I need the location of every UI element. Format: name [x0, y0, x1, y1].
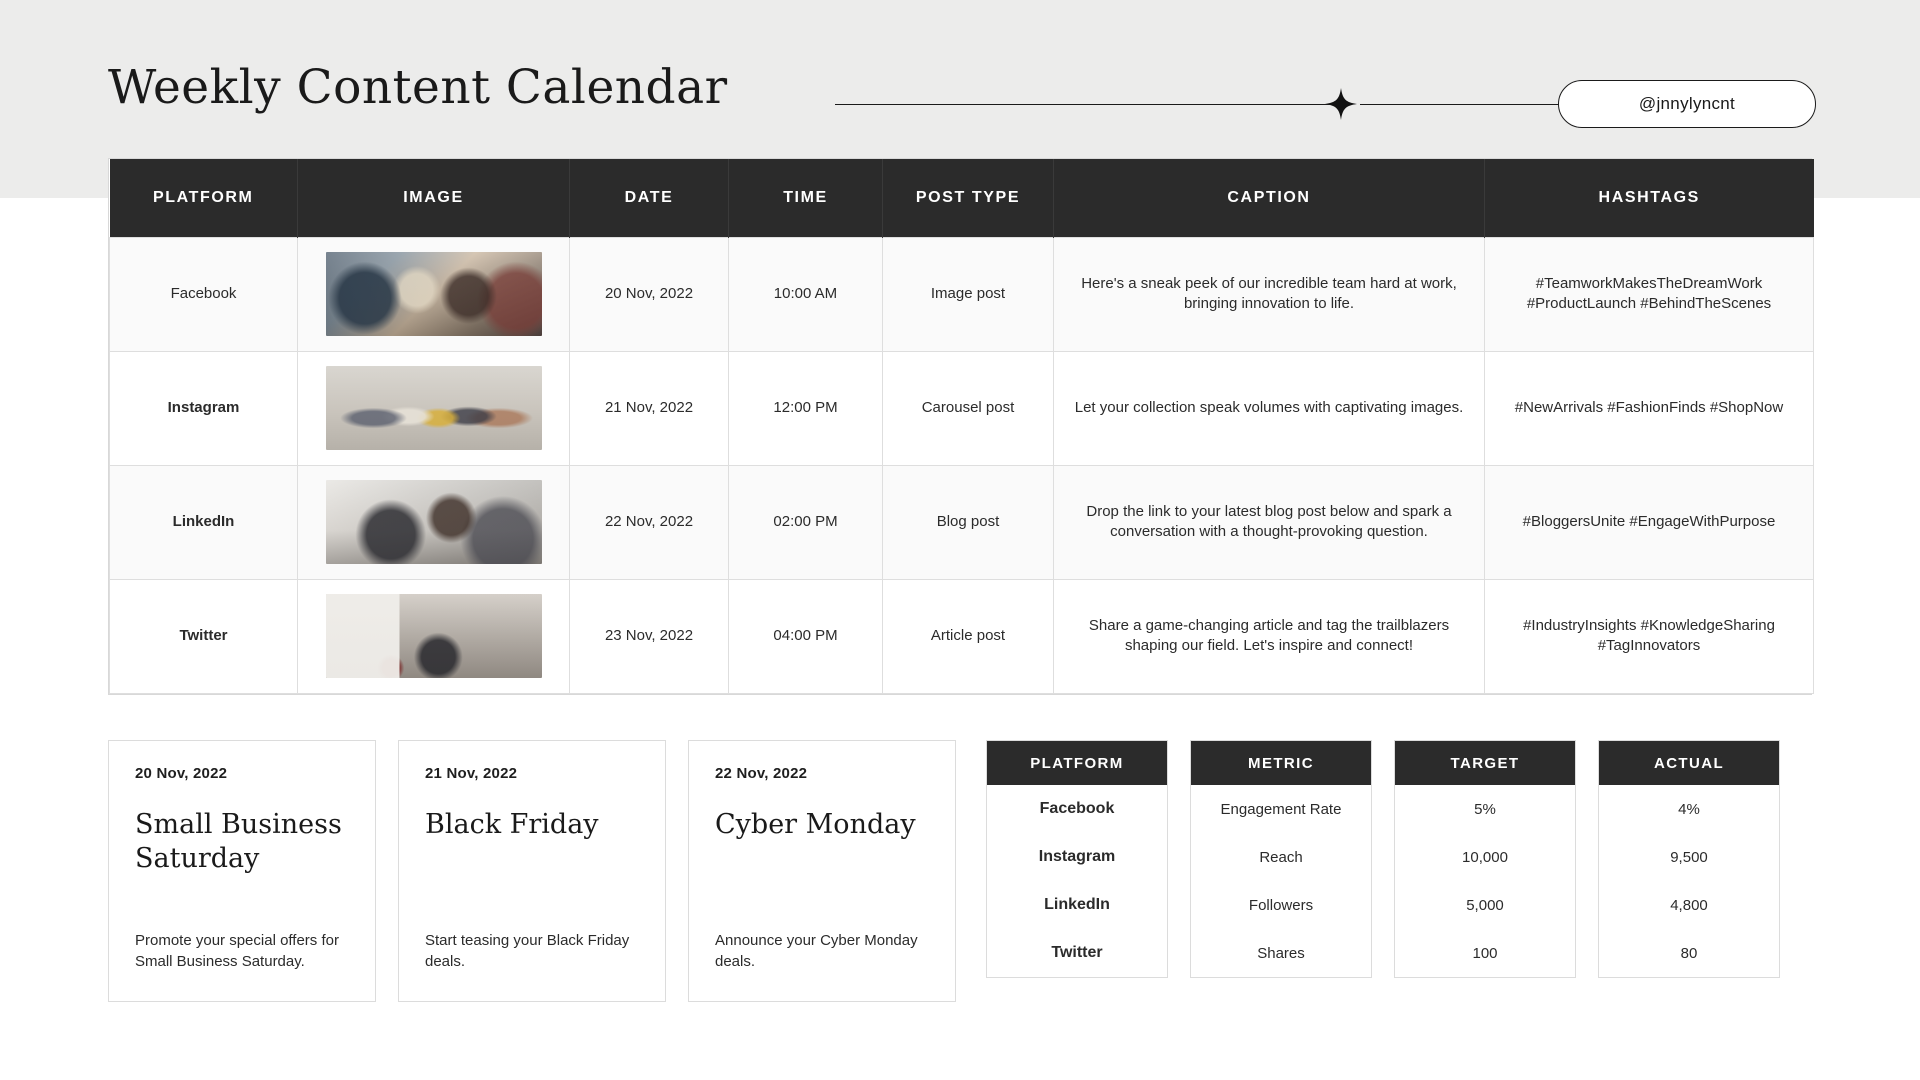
cell-image [298, 465, 570, 579]
metrics-cell-actual: 4,800 [1670, 896, 1708, 914]
cell-post-type: Carousel post [883, 351, 1054, 465]
card-description: Promote your special offers for Small Business Saturday. [135, 931, 339, 971]
cell-hashtags: #TeamworkMakesTheDreamWork #ProductLaunch #BehindTheScenes [1485, 237, 1814, 351]
post-image-thumbnail [326, 252, 542, 336]
cell-platform: Facebook [110, 237, 298, 351]
key-date-card [398, 740, 666, 1002]
metrics-header-target: TARGET [1395, 741, 1575, 785]
metrics-column-target [1394, 740, 1576, 978]
card-title: Small Business Saturday [135, 809, 342, 874]
cell-image [298, 237, 570, 351]
cell-time: 04:00 PM [729, 579, 883, 693]
cell-platform: LinkedIn [110, 465, 298, 579]
column-header-caption: CAPTION [1054, 159, 1485, 237]
metrics-cell-actual: 9,500 [1670, 848, 1708, 866]
metrics-cell-actual: 4% [1678, 800, 1700, 818]
card-title: Cyber Monday [715, 809, 916, 840]
table-header-row [110, 159, 1814, 237]
cell-time: 10:00 AM [729, 237, 883, 351]
cell-hashtags: #NewArrivals #FashionFinds #ShopNow [1485, 351, 1814, 465]
four-point-star-icon [1325, 88, 1357, 120]
header-divider-right [1360, 104, 1560, 105]
metrics-column-platform [986, 740, 1168, 978]
card-title: Black Friday [425, 809, 599, 840]
cell-post-type: Blog post [883, 465, 1054, 579]
cell-date: 21 Nov, 2022 [570, 351, 729, 465]
metrics-summary [986, 740, 1780, 978]
cell-platform: Instagram [110, 351, 298, 465]
header-divider-left [835, 104, 1335, 105]
cell-caption: Share a game-changing article and tag the trailblazers shaping our field. Let's inspire and connect! [1054, 579, 1485, 693]
cell-time: 02:00 PM [729, 465, 883, 579]
key-dates-cards [108, 740, 956, 1002]
metrics-cell-metric: Reach [1259, 848, 1303, 866]
metrics-header-platform: PLATFORM [987, 741, 1167, 785]
key-date-card [688, 740, 956, 1002]
column-header-date: DATE [570, 159, 729, 237]
metrics-cell-platform: Instagram [1038, 848, 1116, 865]
cell-image [298, 351, 570, 465]
cell-hashtags: #IndustryInsights #KnowledgeSharing #TagInnovators [1485, 579, 1814, 693]
column-header-post-type: POST TYPE [883, 159, 1054, 237]
cell-date: 23 Nov, 2022 [570, 579, 729, 693]
cell-image [298, 579, 570, 693]
cell-platform: Twitter [110, 579, 298, 693]
metrics-header-actual: ACTUAL [1599, 741, 1779, 785]
table-row [110, 465, 1814, 579]
metrics-cell-target: 5,000 [1466, 896, 1504, 914]
column-header-hashtags: HASHTAGS [1485, 159, 1814, 237]
cell-post-type: Image post [883, 237, 1054, 351]
metrics-cell-platform: Twitter [1051, 944, 1103, 961]
key-date-card [108, 740, 376, 1002]
card-description: Start teasing your Black Friday deals. [425, 931, 630, 971]
card-description: Announce your Cyber Monday deals. [715, 931, 918, 971]
cell-time: 12:00 PM [729, 351, 883, 465]
post-image-thumbnail [326, 366, 542, 450]
column-header-image: IMAGE [298, 159, 570, 237]
column-header-time: TIME [729, 159, 883, 237]
post-image-thumbnail [326, 594, 542, 678]
column-header-platform: PLATFORM [110, 159, 298, 237]
cell-post-type: Article post [883, 579, 1054, 693]
metrics-cell-target: 5% [1474, 800, 1496, 818]
page-title: Weekly Content Calendar [108, 60, 728, 115]
cell-date: 22 Nov, 2022 [570, 465, 729, 579]
content-calendar-table [108, 158, 1812, 695]
cell-caption: Here's a sneak peek of our incredible team hard at work, bringing innovation to life. [1054, 237, 1485, 351]
metrics-column-metric [1190, 740, 1372, 978]
social-handle-badge: @jnnylyncnt [1558, 80, 1816, 128]
cell-hashtags: #BloggersUnite #EngageWithPurpose [1485, 465, 1814, 579]
table-row [110, 237, 1814, 351]
card-date: 22 Nov, 2022 [715, 765, 808, 782]
metrics-cell-metric: Engagement Rate [1220, 800, 1342, 818]
metrics-cell-actual: 80 [1680, 944, 1698, 962]
cell-date: 20 Nov, 2022 [570, 237, 729, 351]
card-date: 21 Nov, 2022 [425, 765, 518, 782]
metrics-cell-metric: Shares [1257, 944, 1305, 962]
cell-caption: Let your collection speak volumes with captivating images. [1054, 351, 1485, 465]
table-row [110, 579, 1814, 693]
cell-caption: Drop the link to your latest blog post below and spark a conversation with a thought-provoking question. [1054, 465, 1485, 579]
metrics-cell-metric: Followers [1248, 896, 1314, 914]
card-date: 20 Nov, 2022 [135, 765, 228, 782]
metrics-cell-target: 10,000 [1462, 848, 1508, 866]
table-row [110, 351, 1814, 465]
metrics-cell-target: 100 [1472, 944, 1498, 962]
post-image-thumbnail [326, 480, 542, 564]
metrics-cell-platform: Facebook [1039, 800, 1115, 817]
metrics-column-actual [1598, 740, 1780, 978]
metrics-cell-platform: LinkedIn [1044, 896, 1110, 913]
metrics-header-metric: METRIC [1191, 741, 1371, 785]
